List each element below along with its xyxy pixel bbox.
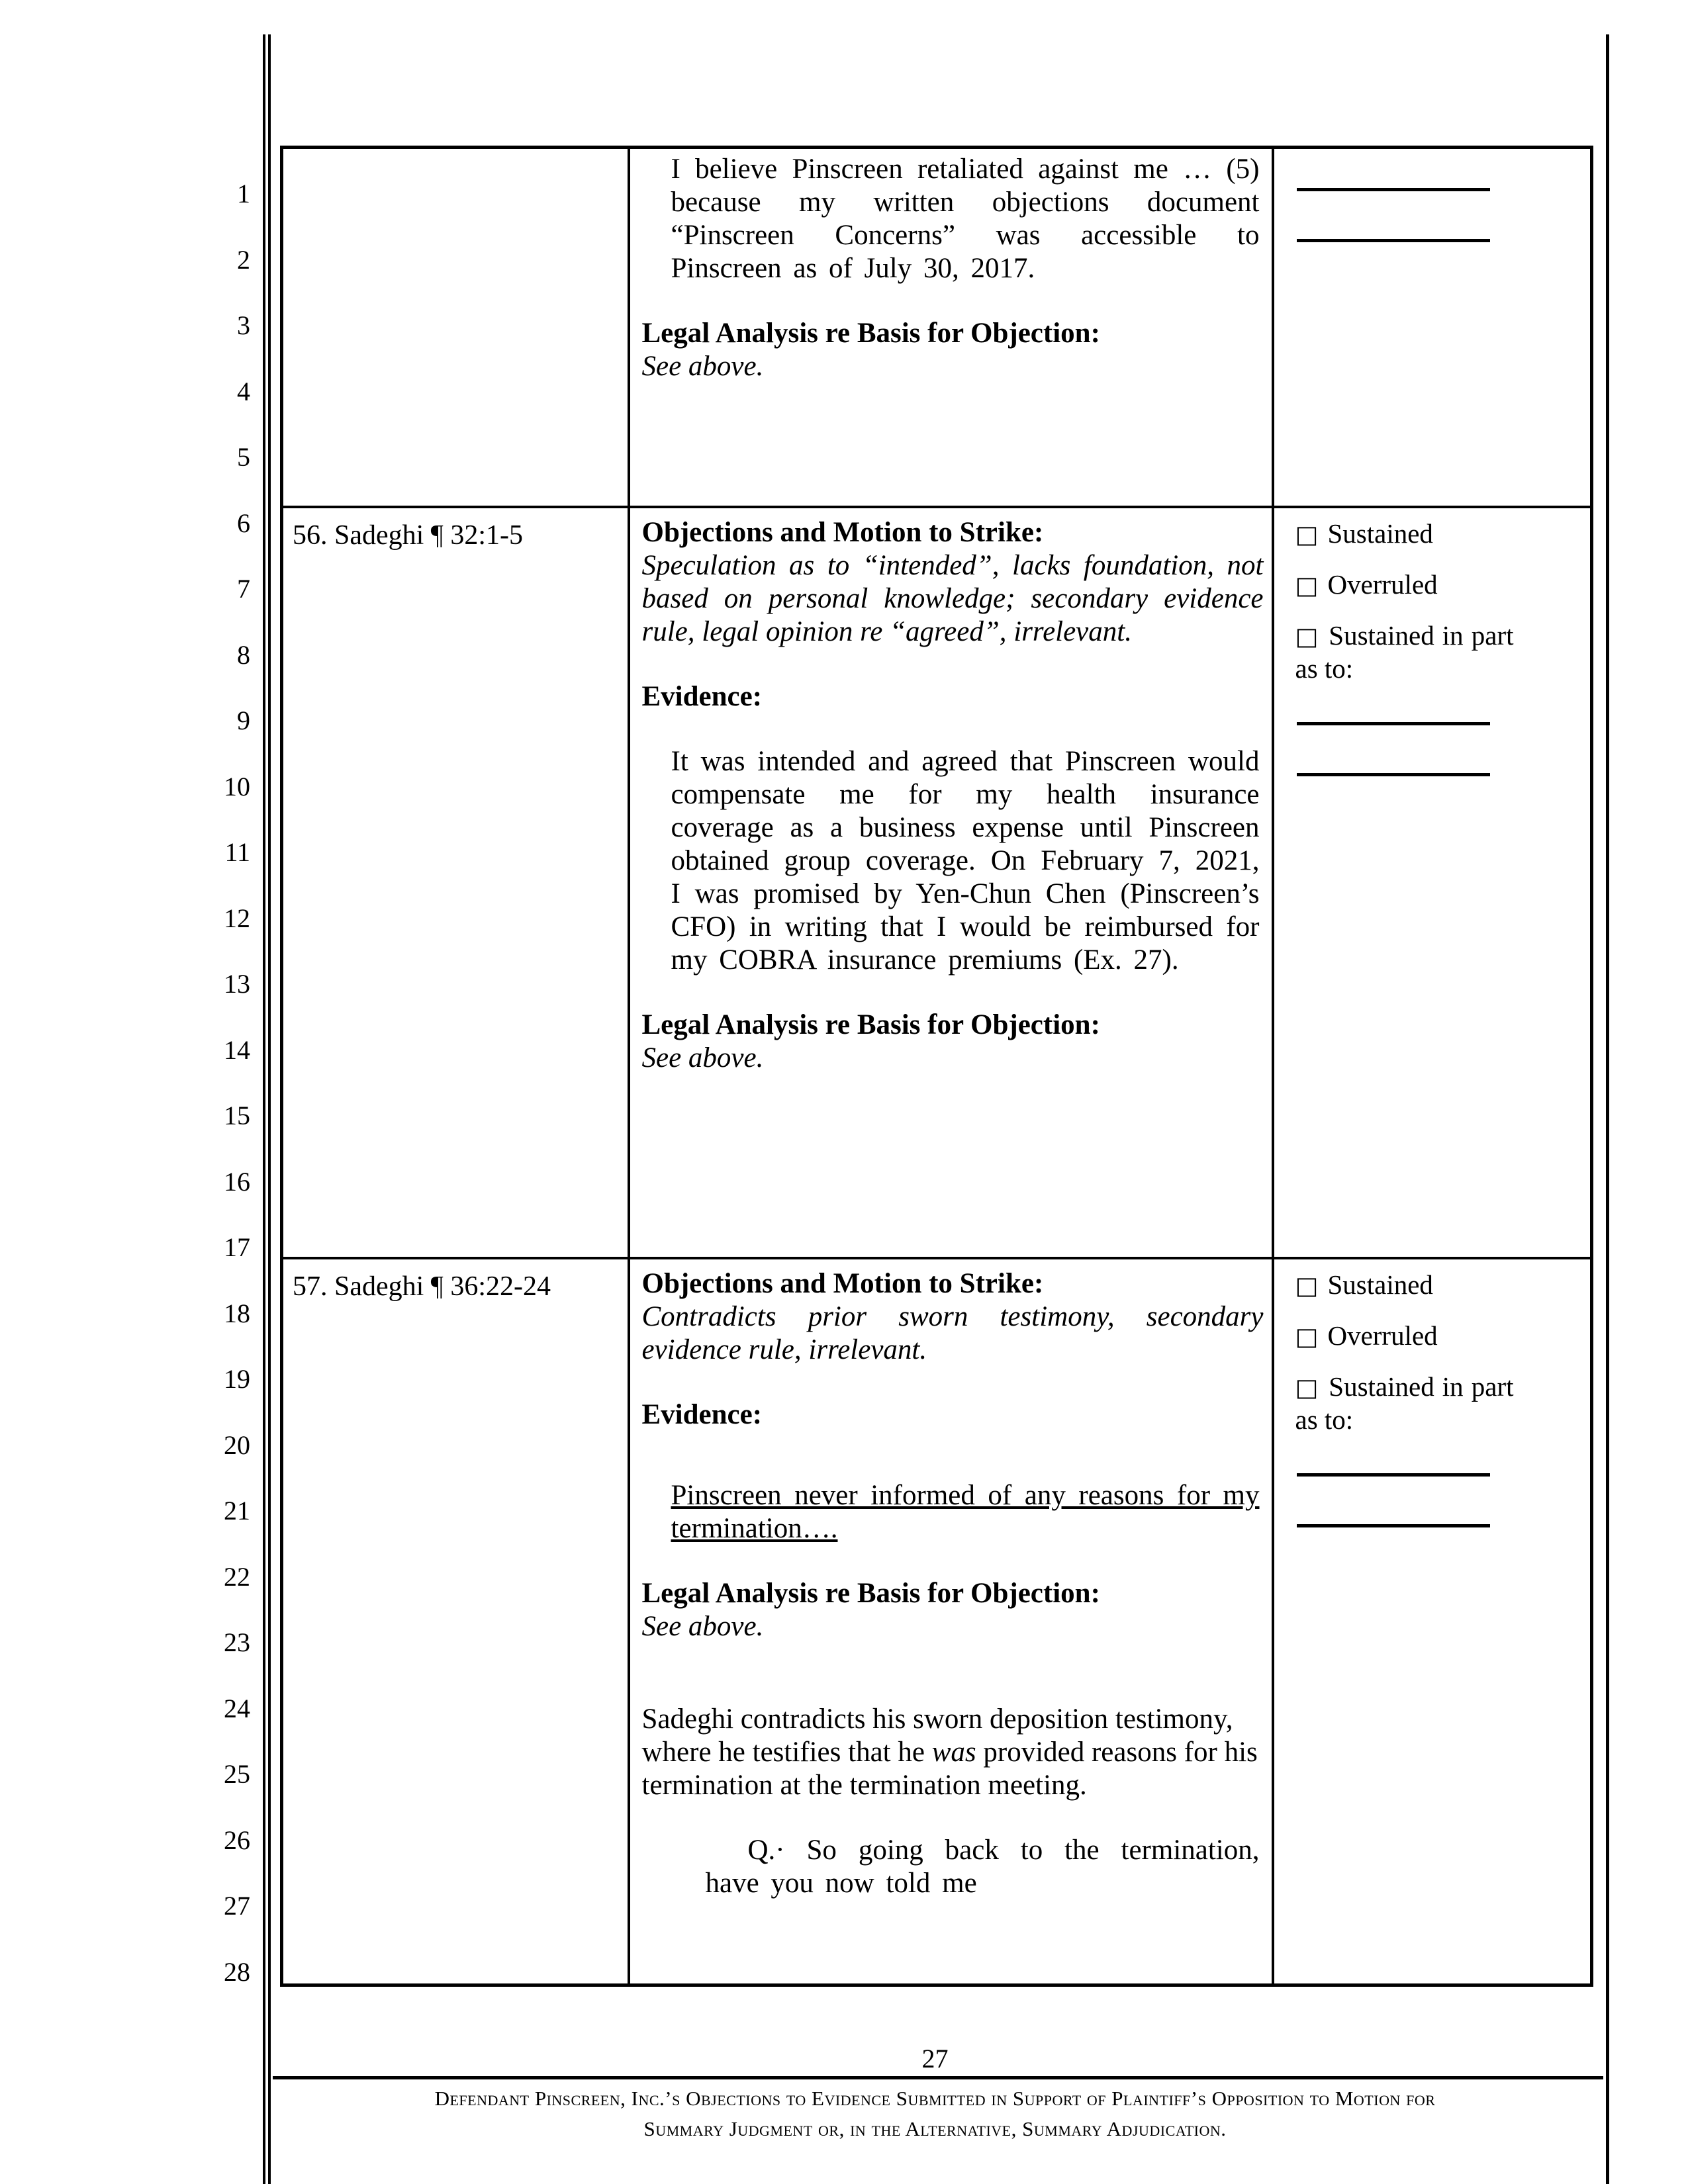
checkbox-icon: □ xyxy=(1295,571,1319,600)
line-number: 7 xyxy=(237,574,250,604)
objection-heading: Objections and Motion to Strike: xyxy=(641,517,1044,548)
legal-analysis-heading: Legal Analysis re Basis for Objection: xyxy=(641,1578,1100,1609)
cell-objection-content xyxy=(629,507,1273,1258)
line-number: 18 xyxy=(224,1298,250,1328)
table-row-continuation xyxy=(282,148,1592,508)
cell-objection-content xyxy=(629,148,1273,508)
line-number: 27 xyxy=(224,1891,250,1921)
line-number: 13 xyxy=(224,969,250,999)
spacer xyxy=(642,1367,1264,1398)
source-ref: 57. Sadeghi ¶ 36:22-24 xyxy=(293,1271,551,1302)
ruling-option-label: Sustained in part as to: xyxy=(1295,620,1514,684)
cell-source xyxy=(282,1258,629,1985)
legal-analysis-heading: Legal Analysis re Basis for Objection: xyxy=(641,1009,1100,1040)
pleading-right-rule xyxy=(1606,34,1609,2184)
line-number: 20 xyxy=(224,1430,250,1460)
ruling-option-sustained xyxy=(1295,518,1581,551)
deposition-quote: Q.· So going back to the termination, have you now told me xyxy=(705,1835,1260,1899)
spacer xyxy=(642,1802,1264,1834)
evidence-quote: It was intended and agreed that Pinscreen would compensate me for my health insurance coverage as a business expense until Pinscreen obtained group coverage. On February 7, 2021, I was promised by Yen-Chun Chen (Pinscreen’s CFO) in writing that I would be reimbursed for my COBRA insurance premiums (Ex. 27). xyxy=(671,746,1260,976)
table-row-57 xyxy=(282,1258,1592,1985)
declaration-quote: I believe Pinscreen retaliated against me … (5) because my written objections document “Pinscreen Concerns” was accessible to Pinscreen as of July 30, 2017. xyxy=(671,154,1260,284)
legal-analysis-body: See above. xyxy=(641,1042,764,1073)
line-number: 16 xyxy=(224,1166,250,1197)
ruling-option-sustained-in-part xyxy=(1295,1371,1514,1436)
ruling-blank-line xyxy=(1297,239,1490,242)
legal-analysis-body: See above. xyxy=(641,1611,764,1642)
footer-title xyxy=(280,2083,1590,2144)
analysis-emphasis: was xyxy=(931,1737,976,1768)
footer-line-2: Summary Judgment or, in the Alternative, Summary Adjudication. xyxy=(643,2117,1227,2140)
ruling-option-label: Overruled xyxy=(1327,1320,1438,1351)
line-number: 22 xyxy=(224,1561,250,1592)
pleading-left-rule-outer xyxy=(263,34,265,2184)
footer-line-1: Defendant Pinscreen, Inc.’s Objections to Evidence Submitted in Support of Plaintiff’s Opposition to Motion for xyxy=(434,2087,1436,2110)
line-number: 11 xyxy=(224,837,250,867)
spacer xyxy=(642,1643,1264,1703)
ruling-option-label: Overruled xyxy=(1327,569,1438,600)
spacer xyxy=(642,977,1264,1009)
ruling-option-label: Sustained in part as to: xyxy=(1295,1371,1514,1435)
spacer xyxy=(642,285,1264,317)
line-number: 1 xyxy=(237,179,250,208)
ruling-option-sustained-in-part xyxy=(1295,619,1514,685)
line-number: 8 xyxy=(237,639,250,670)
evidence-quote-underlined: Pinscreen never informed of any reasons for my termination…. xyxy=(671,1480,1260,1544)
objection-heading: Objections and Motion to Strike: xyxy=(641,1268,1044,1299)
line-number: 19 xyxy=(224,1364,250,1394)
cell-source-empty xyxy=(282,148,629,508)
checkbox-icon: □ xyxy=(1295,1322,1319,1351)
line-number: 12 xyxy=(224,903,250,933)
checkbox-icon: □ xyxy=(1295,520,1319,549)
line-number: 6 xyxy=(237,508,250,538)
line-number: 5 xyxy=(237,442,250,472)
line-number: 26 xyxy=(224,1825,250,1855)
pleading-left-rule-inner xyxy=(268,34,271,2184)
table-row-56 xyxy=(282,507,1592,1258)
source-ref: 56. Sadeghi ¶ 32:1-5 xyxy=(293,520,523,551)
ruling-option-sustained xyxy=(1295,1269,1581,1302)
line-number: 3 xyxy=(237,310,250,340)
line-number: 23 xyxy=(224,1627,250,1657)
ruling-option-overruled xyxy=(1295,1320,1581,1353)
objection-body: Contradicts prior sworn testimony, secondary evidence rule, irrelevant. xyxy=(641,1301,1264,1365)
cell-ruling xyxy=(1273,148,1592,508)
objection-body: Speculation as to “intended”, lacks foundation, not based on personal knowledge; secondary evidence rule, legal opinion re “agreed”, irrelevant. xyxy=(641,550,1264,647)
analysis-text: Sadeghi contradicts his sworn deposition testimony, where he testifies that he xyxy=(641,1704,1233,1768)
spacer xyxy=(642,1545,1264,1577)
evidence-heading: Evidence: xyxy=(641,1399,763,1430)
ruling-option-label: Sustained xyxy=(1327,1269,1433,1300)
line-number: 24 xyxy=(224,1693,250,1723)
line-number: 9 xyxy=(237,705,250,735)
cell-source xyxy=(282,507,629,1258)
checkbox-icon: □ xyxy=(1295,622,1320,651)
line-number: 15 xyxy=(224,1101,250,1130)
analysis-paragraph xyxy=(642,1703,1264,1802)
line-number: 4 xyxy=(237,376,250,406)
line-number: 28 xyxy=(224,1956,250,1987)
spacer xyxy=(642,649,1264,680)
ruling-option-label: Sustained xyxy=(1327,518,1433,549)
cell-ruling xyxy=(1273,507,1592,1258)
checkbox-icon: □ xyxy=(1295,1373,1320,1402)
page-number: 27 xyxy=(921,2044,949,2073)
evidence-heading: Evidence: xyxy=(641,681,763,712)
ruling-blank-line xyxy=(1297,773,1490,776)
line-number: 14 xyxy=(224,1034,250,1065)
spacer xyxy=(642,1432,1264,1479)
line-number: 10 xyxy=(224,771,250,801)
objections-table xyxy=(280,146,1593,1987)
analysis-text: provided reasons for his termination at the termination meeting. xyxy=(641,1737,1258,1801)
legal-analysis-body: See above. xyxy=(641,351,764,382)
ruling-blank-line xyxy=(1297,1473,1490,1477)
ruling-blank-line xyxy=(1297,1524,1490,1527)
line-number: 21 xyxy=(224,1496,250,1525)
checkbox-icon: □ xyxy=(1295,1271,1319,1300)
legal-analysis-heading: Legal Analysis re Basis for Objection: xyxy=(641,318,1100,349)
cell-objection-content xyxy=(629,1258,1273,1985)
cell-ruling xyxy=(1273,1258,1592,1985)
line-number: 25 xyxy=(224,1759,250,1789)
footer-rule xyxy=(273,2076,1603,2079)
ruling-blank-line xyxy=(1297,188,1490,191)
ruling-option-overruled xyxy=(1295,569,1581,602)
line-number: 2 xyxy=(237,244,250,275)
ruling-blank-line xyxy=(1297,722,1490,725)
line-number: 17 xyxy=(224,1232,250,1262)
spacer xyxy=(642,713,1264,745)
